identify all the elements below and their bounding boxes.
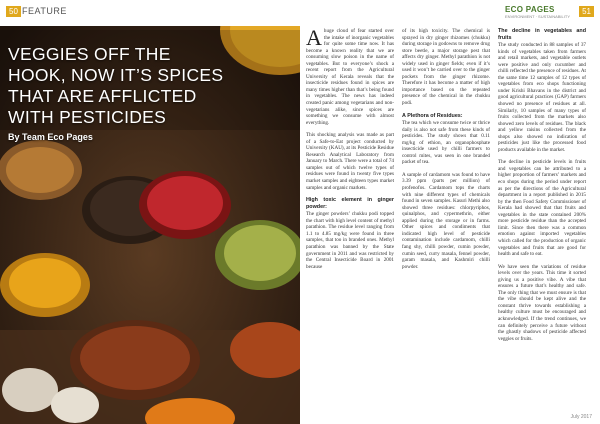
- title-line-1: VEGGIES OFF THE: [8, 44, 171, 64]
- brand-name: ECO PAGES: [505, 5, 555, 14]
- subheading: High toxic element in ginger powder:: [306, 197, 394, 210]
- paragraph: The decline in pesticide levels in fruits and vegetables can be attributed to a higher proportion of farmers’ markets and eco shops during the period under report as per the directions of the Agricultural department in a report published in 2015 by the then Food Safety Commissioner of Kerala had showed that that fruits and vegetables in the state contained 200% more pesticide residue than the accepted limit. Since then there was a common emotion against imported vegetables which called for the production of organic vegetables and fruits that are good for health and safe to eat.: [498, 159, 586, 258]
- paragraph: We have seen the variations of residue levels over the years. This time it sorted giving us a positive vibe. A vibe that ensures a future that’s healthy and safe. The only thing that we must ensure is that the vibe should be kept alive and the constant thrive towards establishing a healthy culture must be encouraged and acknowledged. If the trend continues, we can definitely perceive a future without the ghastly shadows of pesticide affected veggies or fruits.: [498, 263, 586, 342]
- subheading: A Plethora of Residues:: [402, 112, 463, 119]
- page-number-left: 50: [6, 6, 21, 17]
- text-column-1: [306, 25, 394, 276]
- paragraph-text: huge cloud of fear started over the intake of inorganic vegetables for quite some time now. It has become a known reality that we are consuming slow poison in the name of vegetables. But to everyone’s shock a recent report from the Agricultural University of Kerala reveals that the insecticide residues found in spices are many times higher than that’s being found in vegetables. The news has indeed created panic among vegetarians and non-vegetarians alike, since spices are something we consume with almost everything.: [306, 28, 394, 126]
- title-line-3: THAT ARE AFFLICTED: [8, 86, 197, 106]
- subheading: The decline in vegetables and fruits: [498, 28, 586, 41]
- text-column-2: [402, 28, 490, 276]
- page-number-right: 51: [579, 6, 594, 17]
- section-label: FEATURE: [22, 6, 67, 16]
- paragraph: The ginger powders’ chukku podi topped the chart with high level content of methyl parathion. The residue level ranging from 1.1 to 4.85 mg/kg were found in three samples, that too in branded ones. Methyl parathion was banned by the State government in 2011 and was restricted by the Central Insecticide Board in 2001 because: [306, 211, 394, 270]
- paragraph: A sample of cardamom was found to have 3.39 ppm (parts per million) of profenofos. Cardamom tops the charts with nine different types of chemicals found in seven samples. Kasuri Methi also showed three residues: chlorpyriphos, quinalphos, and cypermethrin, either applied during the storage or in farms. Other spices and condiments that indicated high level of pesticide contamination include cardamom, chilli fang shy, chilli powder, cumin powder, cumin seed, curry masala, fennel powder, garam masala, and Kashmiri chilli powder.: [402, 171, 490, 270]
- title-line-2: HOOK, NOW IT’S SPICES: [8, 65, 224, 85]
- byline: By Team Eco Pages: [8, 132, 93, 142]
- article-title: [8, 44, 290, 128]
- paragraph: The tea which we consume twice or thrice daily is also not safe from these kinds of pesticides. The study shows that 0.11 mg/kg of ethion, an organophosphate insecticide used by chilli farmers to control mites, was seen in one branded packet of tea.: [402, 120, 490, 166]
- brand-tagline: ENVIRONMENT · SUSTAINABILITY: [505, 14, 570, 19]
- text-column-3: [498, 28, 586, 348]
- paragraph: [306, 25, 394, 126]
- brand-logo: [505, 5, 570, 19]
- paragraph: of its high toxicity. The chemical is sprayed in dry ginger rhizomes (chukku) during storage in godowns to remove drug store beetle, a major storage pest that affects dry ginger. Methyl parathion is not widely used in ginger fields; even if it’s used it won’t be carried over to the ginger pockets from the ginger rhizome. Therefore it has become a matter of high importance based on the repeated presence of the chemical in the chukku podi.: [402, 28, 490, 107]
- left-header-bar: [0, 0, 300, 26]
- drop-cap: A: [306, 25, 322, 50]
- article-title-block: [8, 44, 290, 142]
- issue-date: July 2017: [570, 414, 592, 420]
- paragraph: The study conducted in 88 samples of 37 kinds of vegetables taken from farmers and retail markets, and vegetable outlets were positive and only cucumber and chilli reflected the presence of residues. At the same time 12 samples of 12 types of vegetables from eco shops functioning under Krishi Bhavans in the district and good agricultural practices (GAP) farmers showed no presence of residues at all. Similarly, 10 samples of many types of fruits collected from the markets also showed zero levels of residues. The black and yellow raisins collected from the shops also showed no indication of pesticides just like the processed food products available in the market.: [498, 42, 586, 153]
- title-line-4: WITH PESTICIDES: [8, 107, 167, 127]
- paragraph: This shocking analysis was made as part of a Safe-to-Eat project conducted by University (KAU), at its Pesticide Residue Research Analytical Laboratory from January to March. There were a total of 74 samples out of which twelve types of residues were found in twenty five types market samples and eighteen types market samples and organic markets.: [306, 132, 394, 191]
